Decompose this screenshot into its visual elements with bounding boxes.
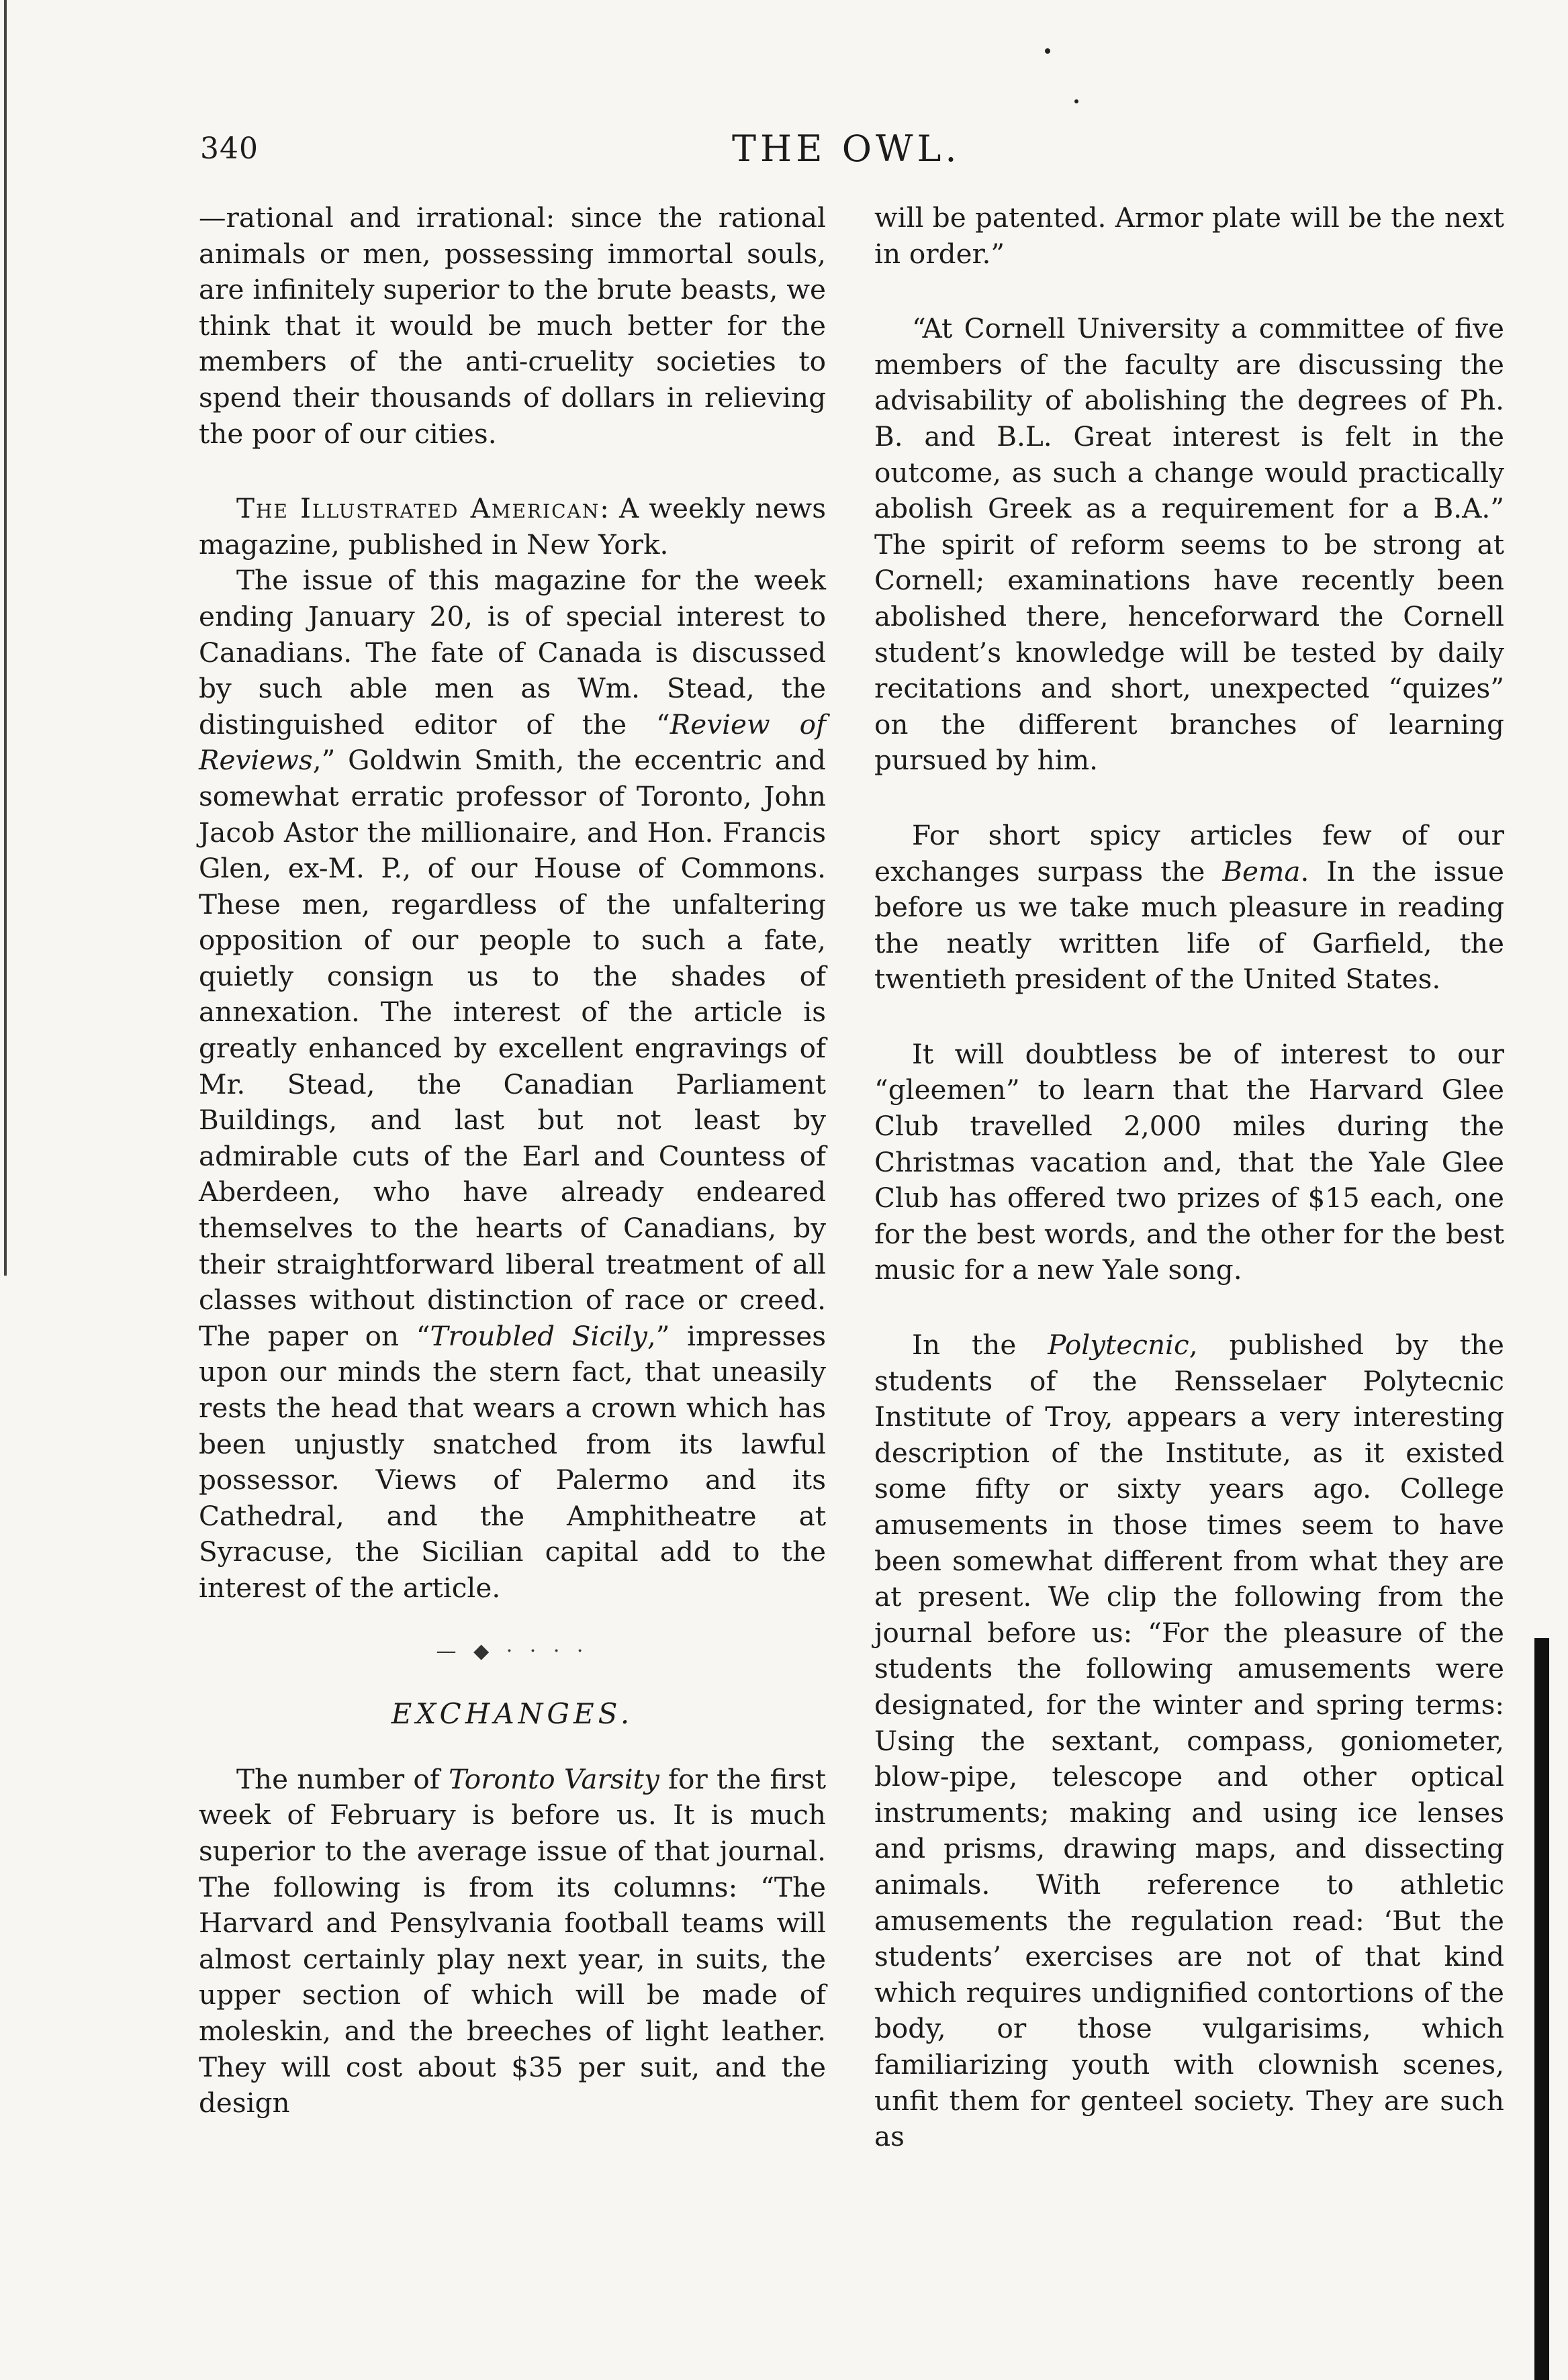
italic-title: Bema	[1222, 855, 1301, 888]
running-head-title: THE OWL.	[732, 128, 961, 170]
paragraph: will be patented. Armor plate will be the next in order.”	[874, 201, 1504, 270]
paragraph	[874, 1327, 1504, 2155]
section-heading: EXCHANGES.	[391, 1697, 634, 1731]
page-number: 340	[200, 132, 259, 166]
paragraph: It will doubtless be of interest to our “gleemen” to learn that the Harvard Glee Club travelled 2,000 miles during the Christmas vacation and, that the Yale Glee Club has offered two prizes of $15 each, one for the best words, and the other for the best music for a new Yale song.	[874, 1037, 1504, 1286]
divider-ornament: — ◆ · · · ·	[436, 1639, 589, 1663]
italic-title: Troubled Sicily	[430, 1319, 647, 1352]
italic-title: Toronto Varsity	[448, 1762, 659, 1795]
text-span: The issue of this magazine for the week ending January 20, is of special interest to Canadians. The fate of Canada is discussed by such able men as Wm. Stead, the distinguished editor of the “	[199, 564, 826, 741]
speck-mark	[1074, 99, 1078, 103]
paragraph: “At Cornell University a committee of five members of the faculty are discussing the advisability of abolishing the degrees of Ph. B. and B.L. Great interest is felt in the outcome, as such a change would practically abolish Greek as a requirement for a B.A.” The spirit of reform seems to be strong at Cornell; examinations have recently been abolished there, henceforward the Cornell student’s knowledge will be tested by daily recitations and short, unexpected “quizes” on the different branches of learning pursued by him.	[874, 312, 1504, 777]
left-column	[199, 200, 826, 2122]
italic-title: Review of Reviews	[199, 708, 826, 777]
paragraph	[199, 491, 826, 563]
text-span: In the	[912, 1329, 1048, 1362]
paragraph	[199, 1762, 826, 2122]
paragraph	[199, 563, 826, 1606]
text-span: , published by the students of the Rensselaer Polytecnic Institute of Troy, appears a very interesting description of the Institute, as it existed some fifty or sixty years ago. College amusements in those times seem to have been somewhat different from what they are at present. We clip the following from the journal before us: “For the pleasure of the students the following amusements were designated, for the winter and spring terms: Using the sextant, compass, goniometer, blow-pipe, telescope and other optical instruments; making and using ice lenses and prisms, drawing maps, and dissecting animals. With reference to athletic amusements the regulation read: ‘But the students’ exercises are not of that kind which requires undignified contortions of the body, or those vulgarisims, which familiarizing youth with clownish scenes, unfit them for genteel society. They are such as	[874, 1329, 1505, 2153]
text-span: : A weekly news magazine, published in New York.	[199, 492, 826, 561]
paragraph	[874, 818, 1504, 998]
publication-title: The Illustrated American	[236, 492, 600, 525]
text-span: ,” impresses upon our minds the stern fact, that uneasily rests the head that wears a crown which has been unjustly snatched from its lawful possessor. Views of Palermo and its Cathedral, and the Amphitheatre at Syracuse, the Sicilian capital add to the interest of the article.	[199, 1319, 826, 1604]
text-span: For short spicy articles few of our exchanges surpass the	[874, 818, 1504, 888]
right-column	[874, 200, 1504, 2155]
left-margin-rule	[4, 0, 7, 1276]
text-span: ,” Goldwin Smith, the eccentric and somewhat erratic professor of Toronto, John Jacob Astor the millionaire, and Hon. Francis Glen, ex-M. P., of our House of Commons. These men, regardless of the unfaltering opposition of our people to such a fate, quietly consign us to the shades of annexation. The interest of the article is greatly enhanced by excellent engravings of Mr. Stead, the Canadian Parliament Buildings, and last but not least by admirable cuts of the Earl and Countess of Aberdeen, who have already endeared themselves to the hearts of Canadians, by their straightforward liberal treatment of all classes without distinction of race or creed. The paper on “	[199, 744, 826, 1352]
italic-title: Polytecnic	[1048, 1329, 1189, 1362]
right-margin-rule	[1534, 1638, 1549, 2380]
text-span: for the first week of February is before us. It is much superior to the average issue of that journal. The following is from its columns: “The Harvard and Pensylvania football teams will almost certainly play next year, in suits, the upper section of which will be made of moleskin, and the breeches of light leather. They will cost about $35 per suit, and the design	[199, 1762, 826, 2120]
text-span: The number of	[236, 1762, 449, 1795]
speck-mark	[1045, 48, 1050, 54]
text-span: . In the issue before us we take much pleasure in reading the neatly written life of Garfield, the twentieth president of the United States.	[874, 855, 1504, 996]
paragraph: —rational and irrational: since the rational animals or men, possessing immortal souls, are infinitely superior to the brute beasts, we think that it would be much better for the members of the anti-cruelity societies to spend their thousands of dollars in relieving the poor of our cities.	[199, 201, 826, 450]
